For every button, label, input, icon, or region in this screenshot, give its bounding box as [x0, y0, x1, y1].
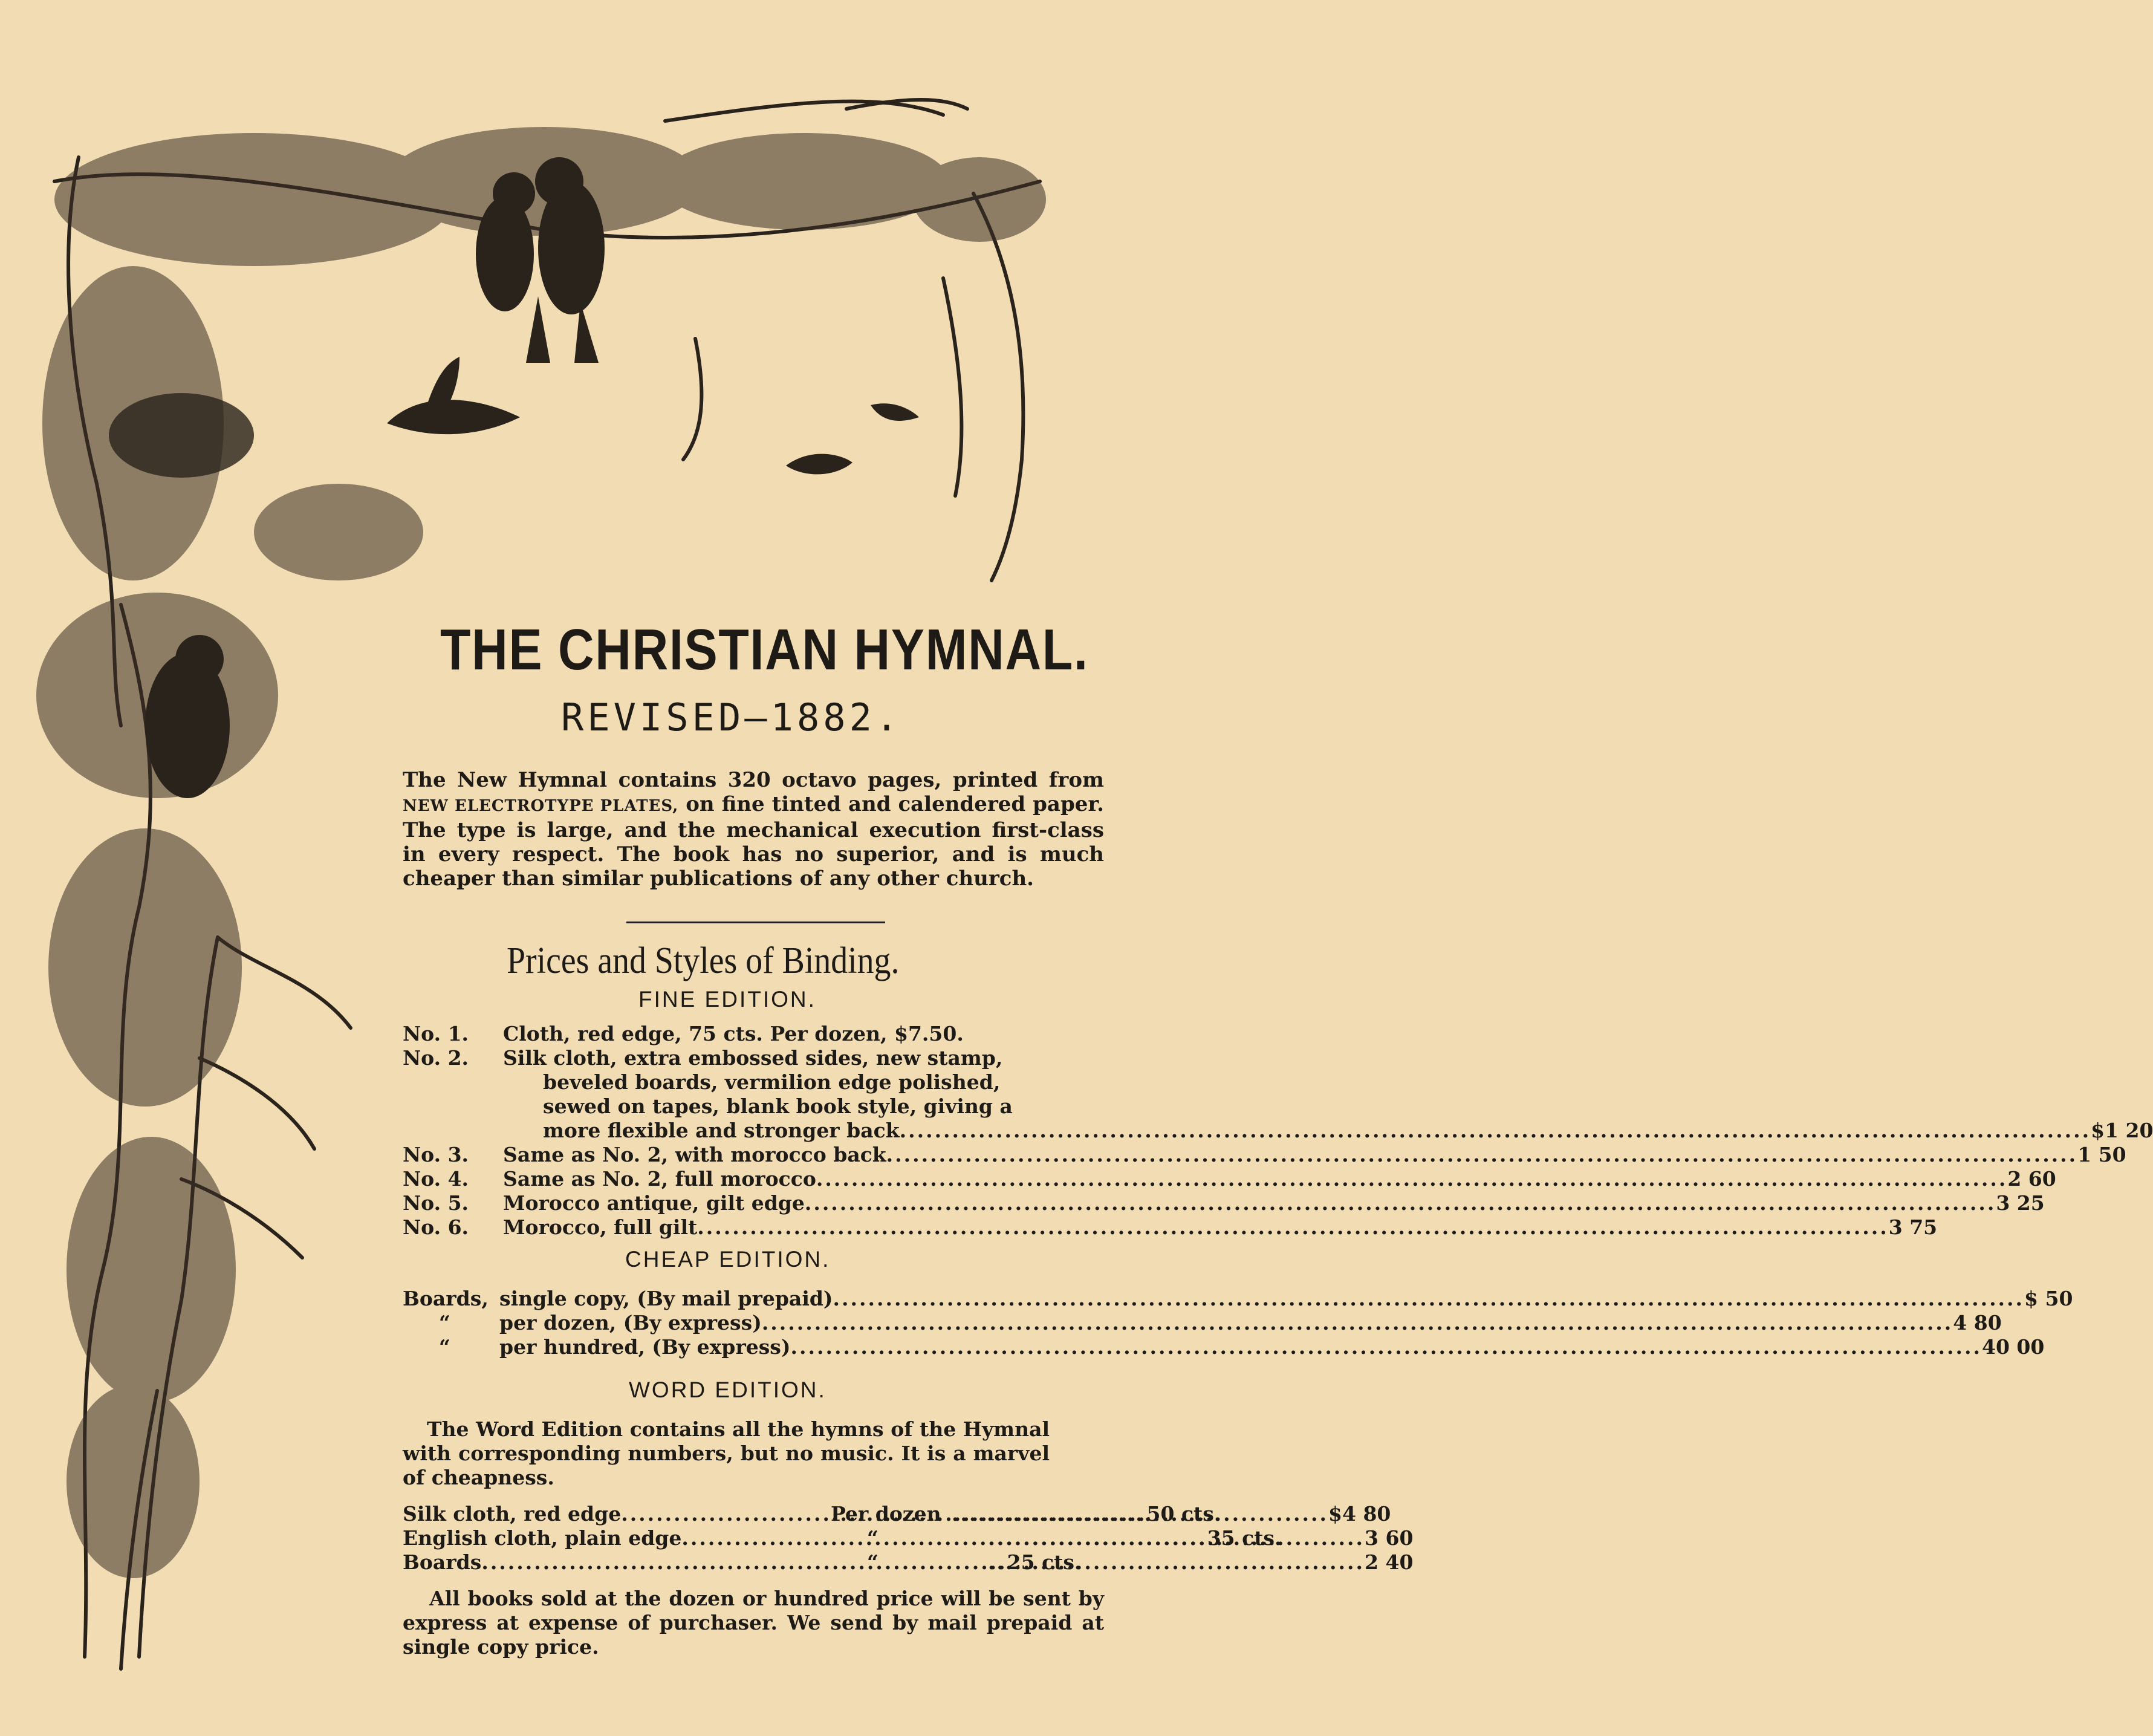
item-description: Same as No. 2, full morocco — [503, 1167, 816, 1191]
item-description: single copy, (By mail prepaid) — [499, 1287, 833, 1310]
divider-rule — [626, 922, 885, 923]
item-number: No. 3. — [403, 1143, 469, 1166]
item-description: Boards — [403, 1550, 482, 1574]
cheap-edition-heading: CHEAP EDITION. — [625, 1247, 831, 1272]
item-number: No. 5. — [403, 1191, 469, 1215]
leader-dots — [762, 1311, 1953, 1335]
list-item — [403, 1022, 1104, 1046]
intro-text-part1: The New Hymnal contains 320 octavo pages, printed from — [403, 768, 1104, 792]
item-description-continued: sewed on tapes, blank book style, giving a — [543, 1094, 1013, 1118]
item-single-price: 35 cts. — [1207, 1526, 1282, 1550]
intro-paragraph — [403, 768, 1104, 891]
item-description: Morocco, full gilt — [503, 1215, 698, 1239]
fine-edition-heading: FINE EDITION. — [638, 987, 816, 1012]
list-item — [403, 1167, 2056, 1191]
leader-dots — [900, 1119, 2091, 1143]
list-item — [403, 1191, 2045, 1215]
list-item — [403, 1119, 2153, 1143]
list-item — [403, 1046, 1104, 1070]
item-description: per dozen, (By express) — [499, 1311, 762, 1335]
leader-dots — [886, 1143, 2077, 1167]
item-price: 3 60 — [1365, 1526, 1414, 1550]
item-description: English cloth, plain edge — [403, 1526, 682, 1550]
word-edition-intro: The Word Edition contains all the hymns of the Hymnal with corresponding numbers, but no music. It is a marvel of cheapness. — [403, 1417, 1050, 1489]
item-number: No. 1. — [403, 1022, 469, 1045]
cheap-edition-list — [403, 1287, 2073, 1359]
item-description: Morocco antique, gilt edge — [503, 1191, 805, 1215]
intro-text-part2: on fine tinted and calendered paper. The type is large, and the mechanical execution first-class in every respect. The book has no superior, and is much cheaper than similar publications of any other church. — [403, 792, 1104, 891]
item-lead: Boards, — [403, 1287, 489, 1310]
item-price: 3 25 — [1996, 1191, 2045, 1215]
item-description: per hundred, (By express) — [499, 1335, 791, 1359]
list-item — [403, 1502, 1391, 1526]
ditto-mark: “ — [439, 1311, 450, 1335]
item-price: 2 40 — [1365, 1550, 1414, 1574]
revised-subtitle: REVISED—1882. — [561, 695, 902, 740]
item-description-continued: more flexible and stronger back — [543, 1119, 900, 1142]
fine-edition-list — [403, 1022, 2153, 1240]
item-single-price: 25 cts. — [1007, 1550, 1082, 1574]
list-item — [403, 1526, 1414, 1550]
intro-smallcaps: NEW ELECTROTYPE PLATES, — [403, 797, 679, 815]
footer-note: All books sold at the dozen or hundred price will be sent by express at expense of purchaser. We send by mail prepaid at single copy price. — [403, 1587, 1104, 1659]
item-price: 2 60 — [2007, 1167, 2056, 1191]
list-item — [403, 1143, 2126, 1167]
ditto-mark: “ — [867, 1526, 878, 1550]
list-item — [403, 1287, 2073, 1311]
leader-dots — [697, 1215, 1888, 1240]
word-edition-list — [403, 1502, 1414, 1575]
item-description: Cloth, red edge, 75 cts. Per dozen, $7.50. — [503, 1022, 964, 1045]
leader-dots — [805, 1191, 1996, 1215]
item-price: $ 50 — [2024, 1287, 2073, 1310]
item-description-continued: beveled boards, vermilion edge polished, — [543, 1070, 1001, 1094]
word-edition-heading: WORD EDITION. — [629, 1377, 826, 1402]
item-price: 4 80 — [1953, 1311, 2002, 1335]
leader-dots — [816, 1167, 2007, 1191]
leader-dots — [791, 1335, 1982, 1359]
ditto-mark: “ — [867, 1550, 878, 1574]
list-item — [403, 1335, 2045, 1359]
leader-dots — [988, 1550, 1365, 1575]
item-number: No. 4. — [403, 1167, 469, 1191]
leader-dots — [988, 1526, 1365, 1550]
item-price: 3 75 — [1888, 1215, 1938, 1239]
item-price: 1 50 — [2077, 1143, 2126, 1166]
page-title: THE CHRISTIAN HYMNAL. — [440, 617, 1089, 682]
item-price: 40 00 — [1981, 1335, 2045, 1359]
list-item — [403, 1550, 1414, 1575]
item-price: $1 20 — [2091, 1119, 2153, 1142]
item-number: No. 2. — [403, 1046, 469, 1070]
ditto-mark: “ — [439, 1335, 450, 1359]
list-item — [403, 1311, 2002, 1335]
item-description: Silk cloth, extra embossed sides, new stamp, — [503, 1046, 1003, 1070]
leader-dots — [833, 1287, 2024, 1311]
prices-heading: Prices and Styles of Binding. — [507, 940, 900, 981]
item-number: No. 6. — [403, 1215, 469, 1239]
list-item — [403, 1215, 1938, 1240]
item-description: Same as No. 2, with morocco back — [503, 1143, 886, 1166]
per-dozen-label: Per dozen — [831, 1502, 941, 1526]
item-single-price: 50 cts. — [1146, 1502, 1221, 1526]
item-description: Silk cloth, red edge — [403, 1502, 622, 1526]
item-price: $4 80 — [1328, 1502, 1391, 1526]
leader-dots — [952, 1502, 1328, 1526]
